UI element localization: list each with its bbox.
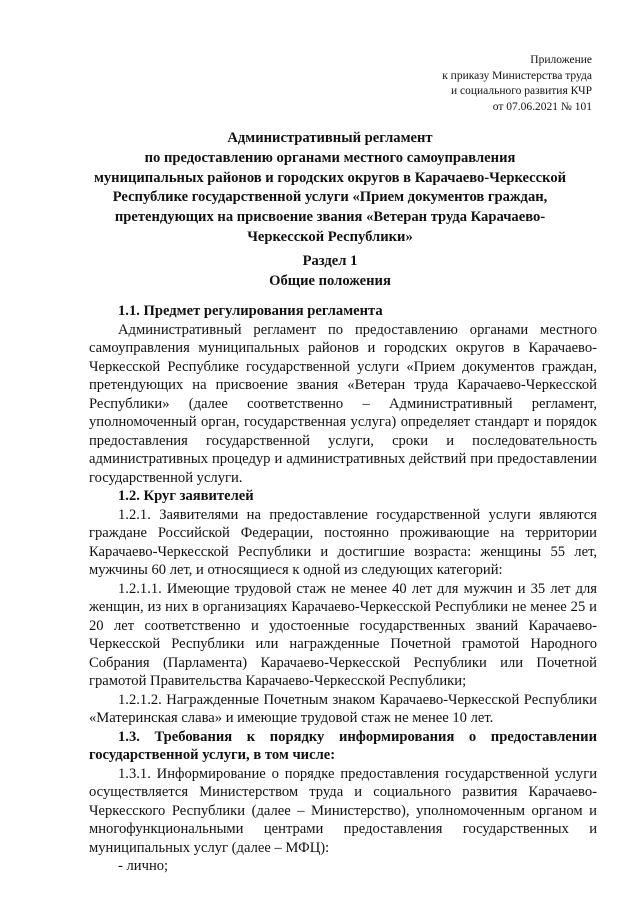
title-line: Административный регламент xyxy=(227,130,433,146)
title-line: муниципальных районов и городских округов в Карачаево-Черкесской xyxy=(93,169,567,186)
title-line: по предоставлению органами местного самоуправления xyxy=(144,149,516,166)
title-line: Черкесской Республики» xyxy=(247,228,413,245)
title-line: Республике государственной услуги «Прием документов граждан, xyxy=(112,189,548,206)
appendix-ministry: и социального развития КЧР xyxy=(450,85,592,97)
list-item-personal: - лично; xyxy=(118,858,169,874)
heading-1-2: 1.2. Круг заявителей xyxy=(118,488,254,504)
section-number: Раздел 1 xyxy=(302,253,358,269)
heading-1-1: 1.1. Предмет регулирования регламента xyxy=(118,303,383,319)
document-body xyxy=(89,302,597,876)
title-line: претендующих на присвоение звания «Ветеран труда Карачаево- xyxy=(114,209,546,226)
appendix-date: от 07.06.2021 № 101 xyxy=(492,100,592,113)
heading-1-3: 1.3. Требования к порядку информирования о предоставлении государственной услуги, в том числе: xyxy=(89,728,597,763)
section-name: Общие положения xyxy=(269,272,391,289)
document-title xyxy=(60,129,600,248)
paragraph-1-1: Административный регламент по предоставлению органами местного самоуправления муниципальных районов и городских округов в Карачаево-Черкесской Республике государственной услуги «Прием документов граждан, претендующих на присвоение звания «Ветеран труда Карачаево-Черкесской Республики» (далее соответственно – Административный регламент, уполномоченный орган, государственная услуга) определяет стандарт и порядок предоставления государственной услуги, сроки и последовательность административных процедур и административных действий при предоставлении государственной услуги. xyxy=(89,321,597,486)
paragraph-1-2-1-1: 1.2.1.1. Имеющие трудовой стаж не менее 40 лет для мужчин и 35 лет для женщин, из них в организациях Карачаево-Черкесской Республики не менее 25 и 20 лет соответственно и удостоенные государственных званий Карачаево-Черкесской Республики или награжденные Почетной грамотой Народного Собрания (Парламента) Карачаево-Черкесской Республики или Почетной грамотой Правительства Карачаево-Черкесской Республики; xyxy=(89,580,597,689)
appendix-block xyxy=(442,53,592,115)
appendix-label: Приложение xyxy=(530,54,592,66)
appendix-order-ref: к приказу Министерства труда xyxy=(442,69,592,82)
paragraph-1-2-1-2: 1.2.1.2. Награжденные Почетным знаком Карачаево-Черкесской Республики «Материнская слава» и имеющие трудовой стаж не менее 10 лет. xyxy=(89,691,597,726)
paragraph-1-2-1: 1.2.1. Заявителями на предоставление государственной услуги являются граждане Российской Федерации, постоянно проживающие на территории Карачаево-Черкесской Республики и достигшие возраста: женщины 55 лет, мужчины 60 лет, и относящиеся к одной из следующих категорий: xyxy=(89,506,597,578)
paragraph-1-3-1: 1.3.1. Информирование о порядке предоставления государственной услуги осуществляется Министерством труда и социального развития Карачаево-Черкесского Республики (далее – Министерство), уполномоченным органом и многофункциональными центрами предоставления государственных и муниципальных услуг (далее – МФЦ): xyxy=(89,765,597,856)
section-heading xyxy=(60,252,600,292)
